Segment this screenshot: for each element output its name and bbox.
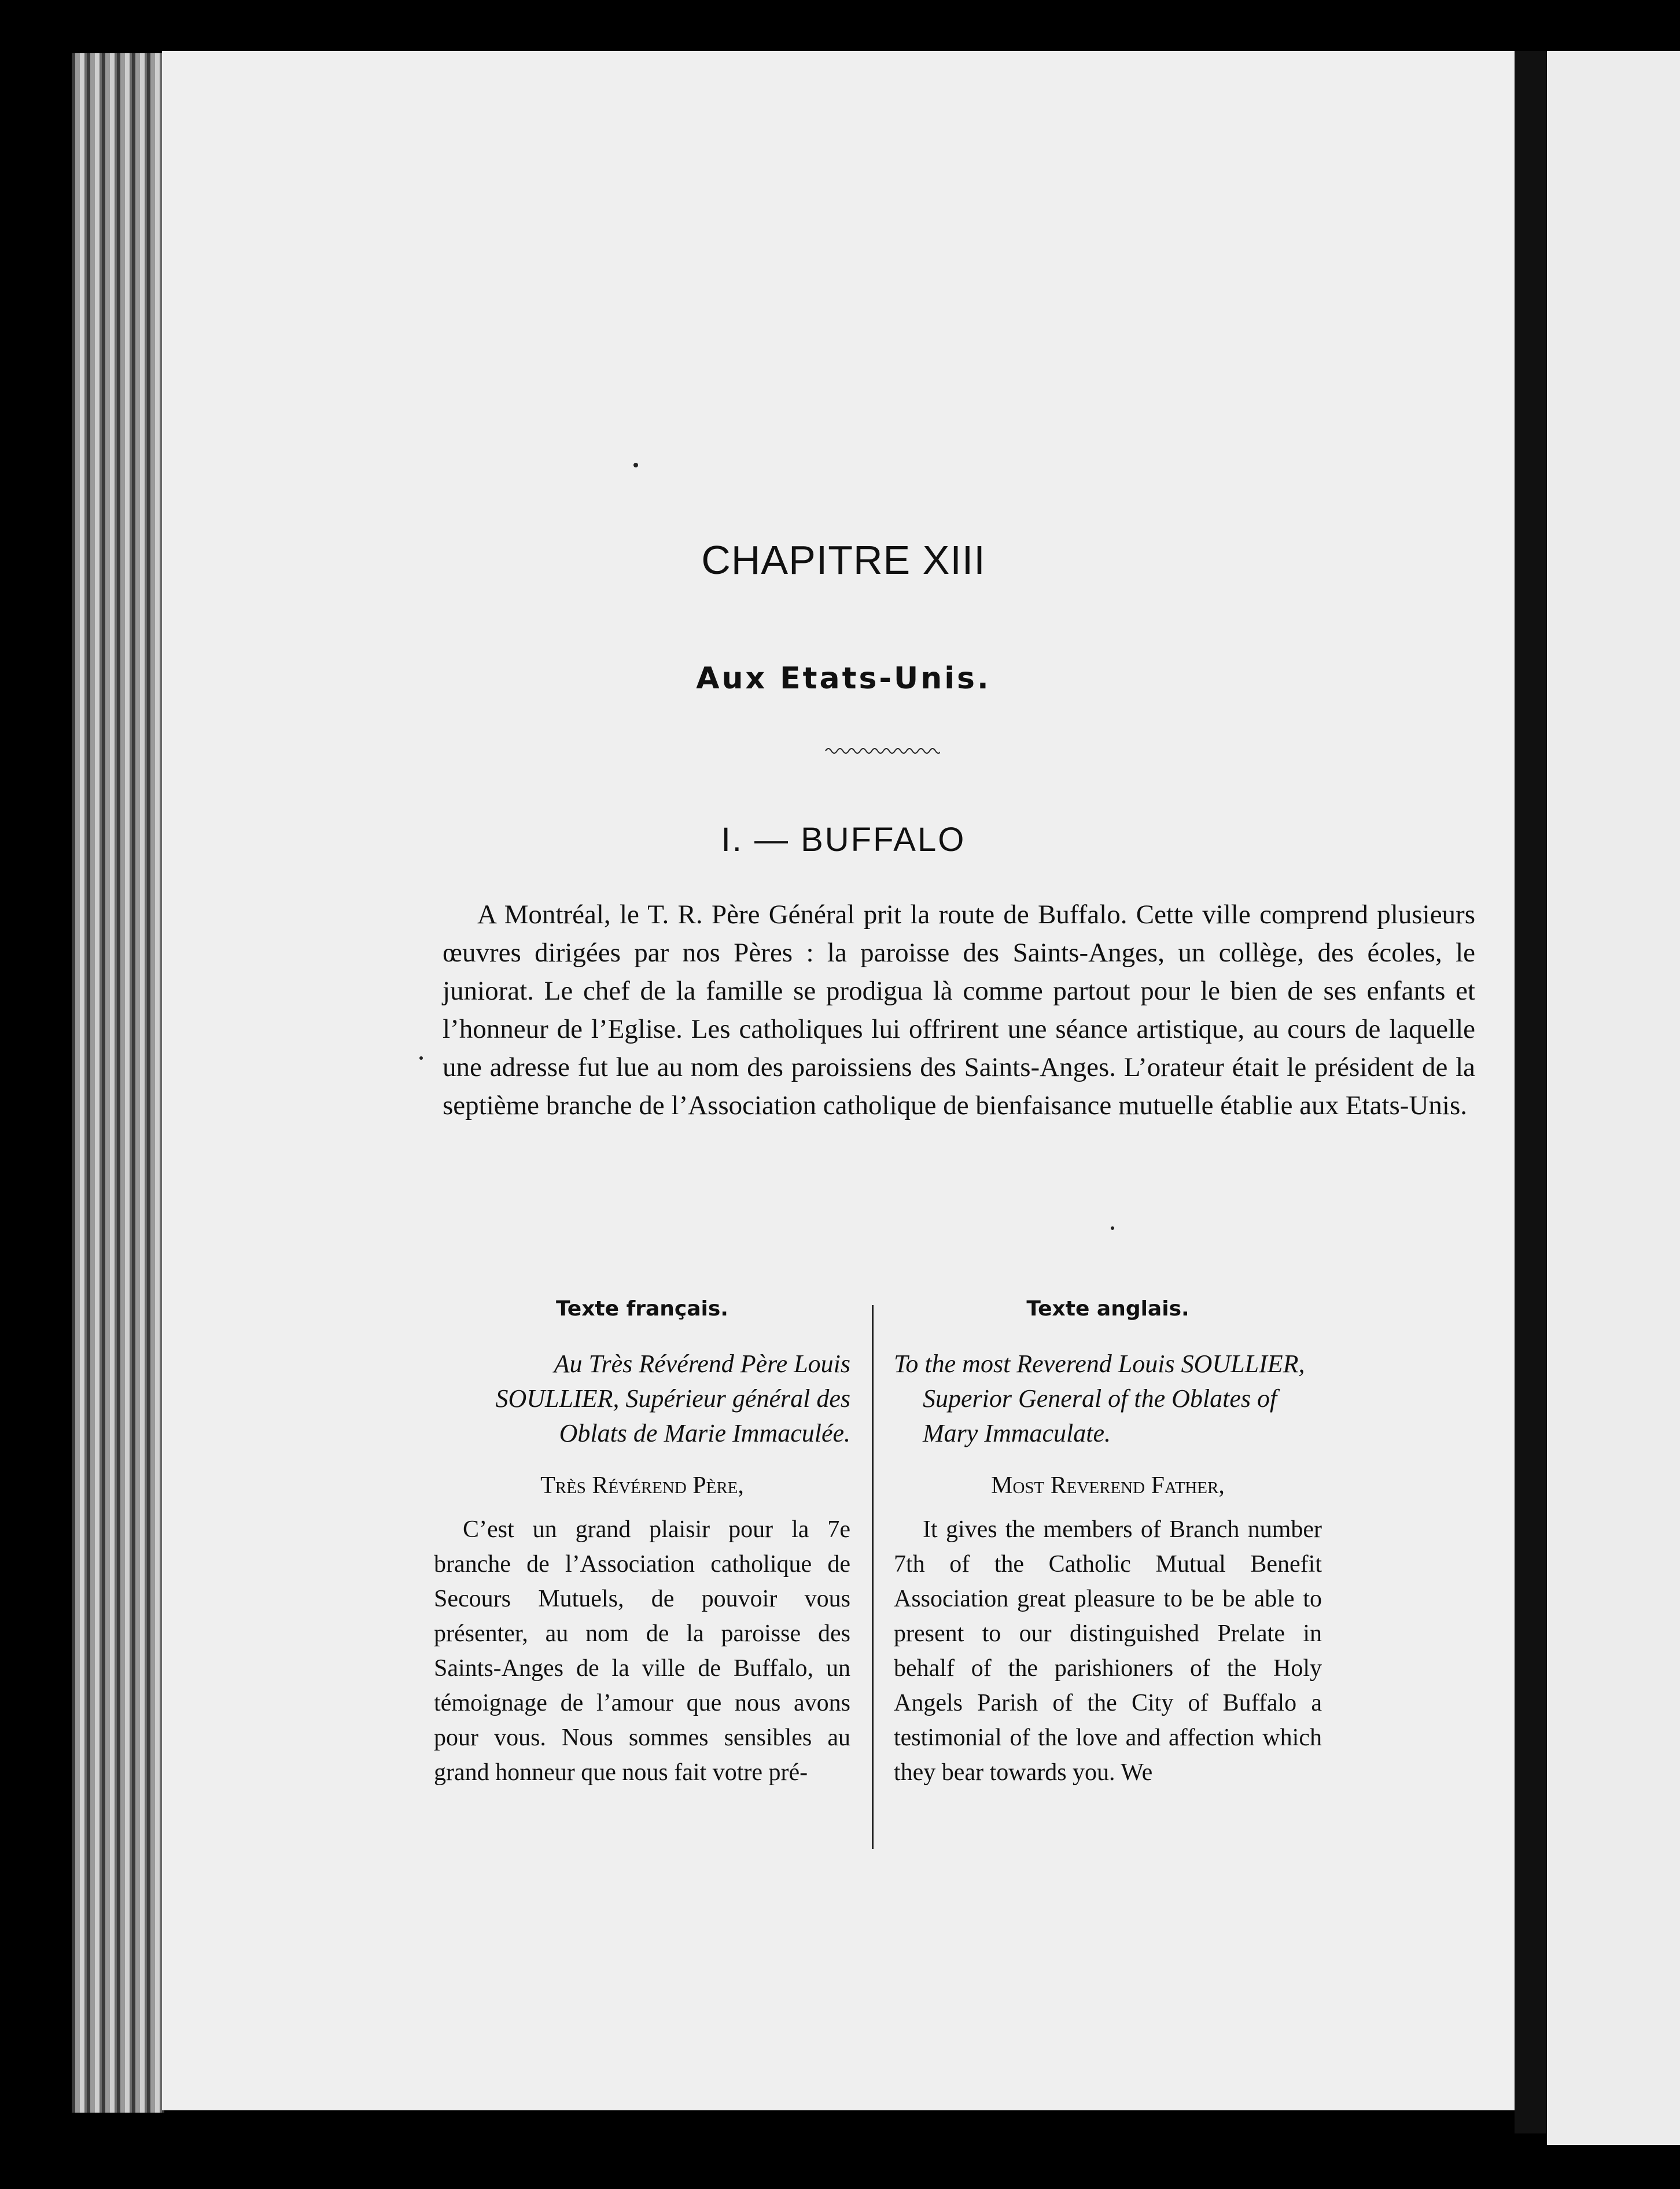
english-addressee: To the most Reverend Louis SOULLIER, Superior General of the Oblates of Mary Immaculate. [894, 1350, 1305, 1447]
book-page [162, 51, 1525, 2110]
french-addressee: Au Très Révérend Père Louis SOULLIER, Supérieur général des Oblats de Marie Immaculée. [495, 1350, 850, 1447]
english-salutation: Most Reverend Father, [991, 1472, 1225, 1499]
page-stack-edges [72, 53, 164, 2113]
english-body-text: It gives the members of Branch number 7th of the Catholic Mutual Benefit Association great pleasure to be be able to present to our distinguished Prelate in behalf of the parishioners of the Holy Angels Parish of the City of Buffalo a testimonial of the love and affection which they bear towards you. We [894, 1516, 1322, 1786]
french-salutation: Très Révérend Père, [540, 1472, 744, 1499]
english-column-heading: Texte anglais. [1026, 1297, 1189, 1321]
wavy-ornament-divider [824, 744, 940, 758]
column-divider [872, 1305, 874, 1849]
english-column [894, 1295, 1322, 1790]
book-spine [1515, 51, 1547, 2133]
facing-page-edge [1547, 51, 1680, 2145]
chapter-title: CHAPITRE XIII [701, 537, 986, 583]
french-column [434, 1295, 850, 1790]
page-content [162, 51, 1525, 2110]
french-column-heading: Texte français. [556, 1297, 728, 1321]
chapter-subtitle: Aux Etats-Unis. [696, 661, 991, 696]
french-body-text: C’est un grand plaisir pour la 7e branche de l’Association catholique de Secours Mutuels, de pouvoir vous présenter, au nom de la paroisse des Saints-Anges de la ville de Buffalo, un témoignage de l’amour que nous avons pour vous. Nous sommes sensibles au grand honneur que nous fait votre pré- [434, 1516, 850, 1786]
intro-paragraph: A Montréal, le T. R. Père Général prit la route de Buffalo. Cette ville comprend plusieurs œuvres dirigées par nos Pères : la paroisse des Saints-Anges, un collège, des écoles, le juniorat. Le chef de la famille se prodigua là comme partout pour le bien de ses enfants et l’honneur de l’Eglise. Les catholiques lui offrirent une séance artistique, au cours de laquelle une adresse fut lue au nom des paroissiens des Saints-Anges. L’orateur était le président de la septième branche de l’Association catholique de bienfaisance mutuelle établie aux Etats-Unis. [443, 900, 1475, 1121]
section-title: I. — BUFFALO [721, 821, 966, 858]
